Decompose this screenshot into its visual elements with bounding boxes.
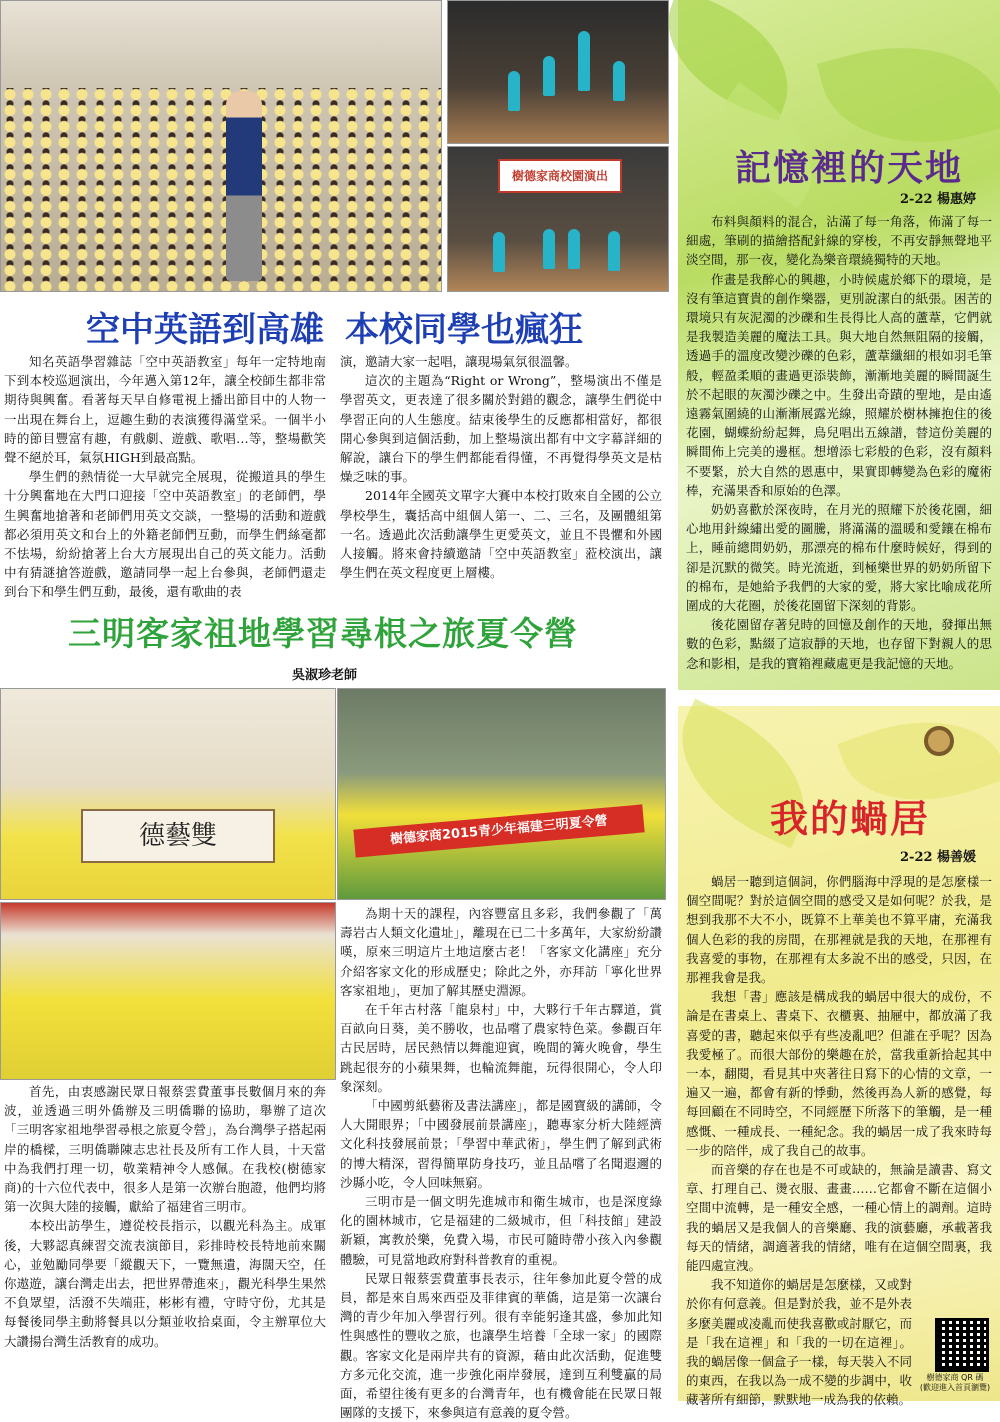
article2-paragraph: 為期十天的課程，內容豐富且多彩，我們參觀了「萬壽岩古人類文化遺址」，離現在已二十多萬年，大家紛紛讚嘆，原來三明這片土地這麼古老！「客家文化講座」充分介紹客家文化的形成歷史；除此之外，亦拜訪「寧化世界客家祖地」，更加了解其歷史淵源。 bbox=[340, 906, 662, 998]
qr-code-icon[interactable] bbox=[935, 1318, 989, 1372]
sidebar1-paragraph: 奶奶喜歡於深夜時，在月光的照耀下於後花園，細心地用針線繡出愛的圖騰，將滿滿的溫暖和愛鑲在棉布上，睡前總問奶奶，那漂亮的棉布什麼時候好，得到的卻是沉默的微笑。時光流逝，到極樂世界的奶奶所留下的棉布，是她給予我們的大家的愛，將大家比喻成花所圍成的大花圈，於後花園留下深刻的背影。 bbox=[686, 502, 992, 614]
sidebar2-byline: 2-22 楊善媛 bbox=[900, 850, 977, 865]
sidebar2-paragraph: 而音樂的存在也是不可或缺的，無論是讀書、寫文章、打理自己、燙衣服、畫畫……它都會不斷在這個小空間中流轉，是一種安全感，一種心情上的調劑。這時我的蝸居又是我個人的音樂廳、我的演藝廳，承載著我每天的情緒，調適著我的情緒，唯有在這個空間裏，我能四處宣洩。 bbox=[686, 1162, 992, 1274]
article1-paragraph: 學生們的熱情從一大早就完全展現，從搬道具的學生十分興奮地在大門口迎接「空中英語教室」的老師們，學生興奮地搶著和老師們用英文交談，一整場的活動和遊戲都必須用英文和台上的外籍老師們互動，而學生們絲毫都不怯場，紛紛搶著上台大方展現出自己的英文能力。活動中有猜謎搶答遊戲，邀請同學一起上台參與，老師們還走到台下和學生們互動，最後，還有歌曲的表 bbox=[4, 469, 326, 600]
article1-paragraph: 知名英語學習雜誌「空中英語教室」每年一定特地南下到本校巡迴演出，今年邁入第12年，讓全校師生都非常期待與興奮。看著每天早自修電視上播出節目中的人物一一出現在舞台上，逗趣生動的表演獲得滿堂采。一個半小時的節目豐富有趣，有戲劇、遊戲、歌唱…等，整場歡笑聲不絕於耳，氣氛HIGH到最高點。 bbox=[4, 354, 326, 466]
photo-banner-group bbox=[337, 688, 666, 900]
sidebar2-title: 我的蝸居 bbox=[770, 796, 931, 841]
article2-paragraph: 民眾日報蔡雲費董事長表示，往年參加此夏令營的成員，都是來自馬來西亞及菲律賓的華僑，這是第一次讓台灣的青少年加入學習行列。很有幸能躬逢其盛，參加此知性與感性的豐收之旅，也讓學生培養「全球一家」的國際觀。客家文化是兩岸共有的資源，藉由此次活動，促進雙方多元化交流，進一步強化兩岸發展，達到互利雙贏的局面，希望往後有更多的台灣青年，也有機會能在民眾日報團隊的支援下，來參與這有意義的夏令營。 bbox=[340, 1270, 662, 1421]
photo-stage-performers bbox=[447, 0, 669, 144]
photo-auditorium-crowd bbox=[0, 0, 442, 292]
sidebar1-body bbox=[686, 212, 992, 673]
sidebar1-title: 記憶裡的天地 bbox=[735, 148, 964, 189]
article2-paragraph: 「中國剪紙藝術及書法講座」，都是國寶級的講師，令人大開眼界；「中國發展前景講座」，聽專家分析大陸經濟文化科技發展前景；「學習中華武術」，學生們了解到武術的博大精深，習得簡單防身技巧，並且品嚐了名聞遐邇的沙縣小吃，令人回味無窮。 bbox=[340, 1098, 662, 1190]
qr-caption-line2: (歡迎進入首頁瀏覽) bbox=[919, 1383, 991, 1392]
article1-paragraph: 這次的主題為“Right or Wrong”，整場演出不僅是學習英文，更表達了很多關於對錯的觀念，讓學生們從中學習正向的人生態度。結束後學生的反應都相當好，都很開心參與到這個活動，加上整場演出都有中文字幕詳細的解說，讓台下的學生們都能看得懂，不再覺得學英文是枯燥乏味的事。 bbox=[340, 373, 662, 485]
stage-sign: 樹德家商校園演出 bbox=[498, 159, 622, 193]
article1-column-2 bbox=[340, 352, 662, 582]
article2-column-left bbox=[4, 1082, 326, 1351]
article2-paragraph: 首先，由衷感謝民眾日報蔡雲費董事長數個月來的奔波，並透過三明外僑辦及三明僑聯的協助，舉辦了這次「三明客家祖地學習尋根之旅夏令營」，為台灣學子搭起兩岸的橋樑，三明僑聯陳志忠社長及所有工作人員，十天當中為我們打理一切，敬業精神令人感佩。在我校(樹德家商)的十六位代表中，很多人是第一次辦台胞證，他們均將第一次與大陸的接觸，獻給了福建省三明市。 bbox=[4, 1084, 326, 1215]
article2-paragraph: 本校出訪學生，遵從校長指示，以觀光科為主。成軍後，大夥認真練習交流表演節目，彩排時校長特地前來關心，並勉勵同學要「縱觀天下，一覽無遺，海闊天空，任你遨遊，讓台灣走出去，把世界帶進來」，觀光科學生果然不負眾望，活潑不失端莊，彬彬有禮，守時守份，尤其是每餐後同學主動將餐具以分類並收拾桌面，令主辦單位大大讚揚台灣生活教育的成功。 bbox=[4, 1218, 326, 1349]
article2-paragraph: 在千年古村落「龍泉村」中，大夥行千年古驛道，賞百畝向日葵，美不勝收，也品嚐了農家特色菜。參觀百年古民居時，居民熱情以舞龍迎賓，晚間的篝火晚會，學生跳起很夯的小蘋果舞，也輪流舞龍，玩得很開心，令人印象深刻。 bbox=[340, 1002, 662, 1094]
qr-caption bbox=[912, 1373, 998, 1393]
sidebar1-paragraph: 作畫是我醉心的興趣，小時候處於鄉下的環境，是沒有筆這寶貴的創作樂器，更別說潔白的紙張。困苦的環境只有灰泥濁的沙礫和生長得比人高的蘆葦，它們就是我製造美麗的魔法工具。與大地自然無阻隔的接觸，透過手的溫度改變沙礫的色彩，蘆葦纖細的根如羽毛筆般，輕盈柔順的畫過更添裝飾，漸漸地美麗的瞬間誕生於不起眼的灰濁沙礫之中。生發出奇蹟的聖地，是由遙遠霧氣圍繞的山漸漸展露光線，照耀於樹林擁抱住的後花園，蝴蝶紛紛起舞，鳥兒唱出五線譜，替這份美麗的瞬間佈上完美的邊框。想增添七彩般的色彩，沒有顏料不要緊，於大自然的恩惠中，果實即轉變為色彩的魔術棒，充滿果香和原始的色澤。 bbox=[686, 271, 992, 498]
sidebar1-byline: 2-22 楊惠婷 bbox=[900, 192, 977, 207]
article2-column-right bbox=[340, 904, 662, 1422]
sidebar2-paragraph: 我想「書」應該是構成我的蝸居中很大的成份，不論是在書桌上、書桌下、衣櫃裏、抽屜中，都放滿了我喜愛的書，聽起來似乎有些凌亂吧？但誰在乎呢？因為我愛極了。而很大部份的樂趣在於，當我重新拾起其中一本，翻閱，看見其中夾著往日寫下的心情的文章，一遍又一遍，都會有新的悸動，然後再為人新的感覺，每每回顧在不同時空，不同經歷下所落下的筆觸，是一種感慨、一種成長、一種紀念。我的蝸居一成了我來時每一步的陪伴，成了我自己的故事。 bbox=[686, 989, 992, 1158]
sidebar1-paragraph: 後花園留存著兒時的回憶及創作的天地，發揮出無數的色彩，點綴了這寂靜的天地，也存留下對親人的思念和影相，是我的寶箱裡藏處更是我記憶的天地。 bbox=[686, 617, 992, 671]
article2-paragraph: 三明市是一個文明先進城市和衛生城市，也是深度綠化的園林城市，它是福建的二級城市，但「科技館」建設新穎，寓教於樂，免費入場，市民可隨時帶小孩入內參觀體驗，可見當地政府對科普教育的重視。 bbox=[340, 1194, 662, 1267]
article1-paragraph: 2014年全國英文單字大賽中本校打敗來自全國的公立學校學生，囊括高中組個人第一、二、三名，及團體組第一名。透過此次活動讓學生更愛英文，並且不畏懼和外國人接觸。將來會持續邀請「空中英語教室」蒞校演出，讓學生們在英文程度更上層樓。 bbox=[340, 488, 662, 581]
sidebar2-paragraph: 蝸居一聽到這個詞，你們腦海中浮現的是怎麼樣一個空間呢？對於這個空間的感受又是如何呢？於我，是想到我那不大不小，既算不上華美也不算平庸，充滿我個人色彩的我的房間，在那裡就是我的天地，在那裡有我喜愛的事物，在那裡有太多說不出的感受，只因，在那裡我會是我。 bbox=[686, 874, 992, 986]
photo-calligraphy-group bbox=[0, 688, 336, 900]
sidebar2-paragraph: 我不知道你的蝸居是怎麼樣，又或對於你有何意義。但是對於我，並不是外表多麼美麗或凌亂而使我喜歡或討厭它，而是「我在這裡」和「我的一切在這裡」。我的蝸居像一個盒子一樣，每天裝入不同的東西，在我以為一成不變的步調中，收藏著所有細節，默默地一成為我的依賴。 bbox=[686, 1277, 912, 1408]
article2-title: 三明客家祖地學習尋根之旅夏令營 bbox=[68, 614, 578, 653]
sidebar1-paragraph: 布料與顏料的混合，沾滿了每一角落，佈滿了每一細處，筆刷的描繪搭配針線的穿梭，不再安靜無聲地平淡空間，那一夜，變化為樂音環繞獨特的天地。 bbox=[686, 214, 992, 268]
photo-dance-group bbox=[0, 902, 336, 1080]
camp-banner: 樹德家商2015青少年福建三明夏令營 bbox=[353, 804, 644, 857]
calligraphy-scroll: 德藝雙 bbox=[81, 809, 275, 863]
article1-title-part2: 本校同學也瘋狂 bbox=[345, 310, 583, 350]
article1-column-1 bbox=[4, 352, 326, 602]
snail-icon bbox=[924, 726, 954, 756]
qr-caption-line1: 樹德家商 QR 碼 bbox=[926, 1373, 984, 1382]
photo-stage-banner bbox=[447, 146, 669, 292]
article2-author: 吳淑珍老師 bbox=[292, 668, 358, 683]
article1-title-part1: 空中英語到高雄 bbox=[86, 310, 324, 350]
article1-paragraph: 演，邀請大家一起唱，讓現場氣氛很溫馨。 bbox=[340, 354, 578, 369]
